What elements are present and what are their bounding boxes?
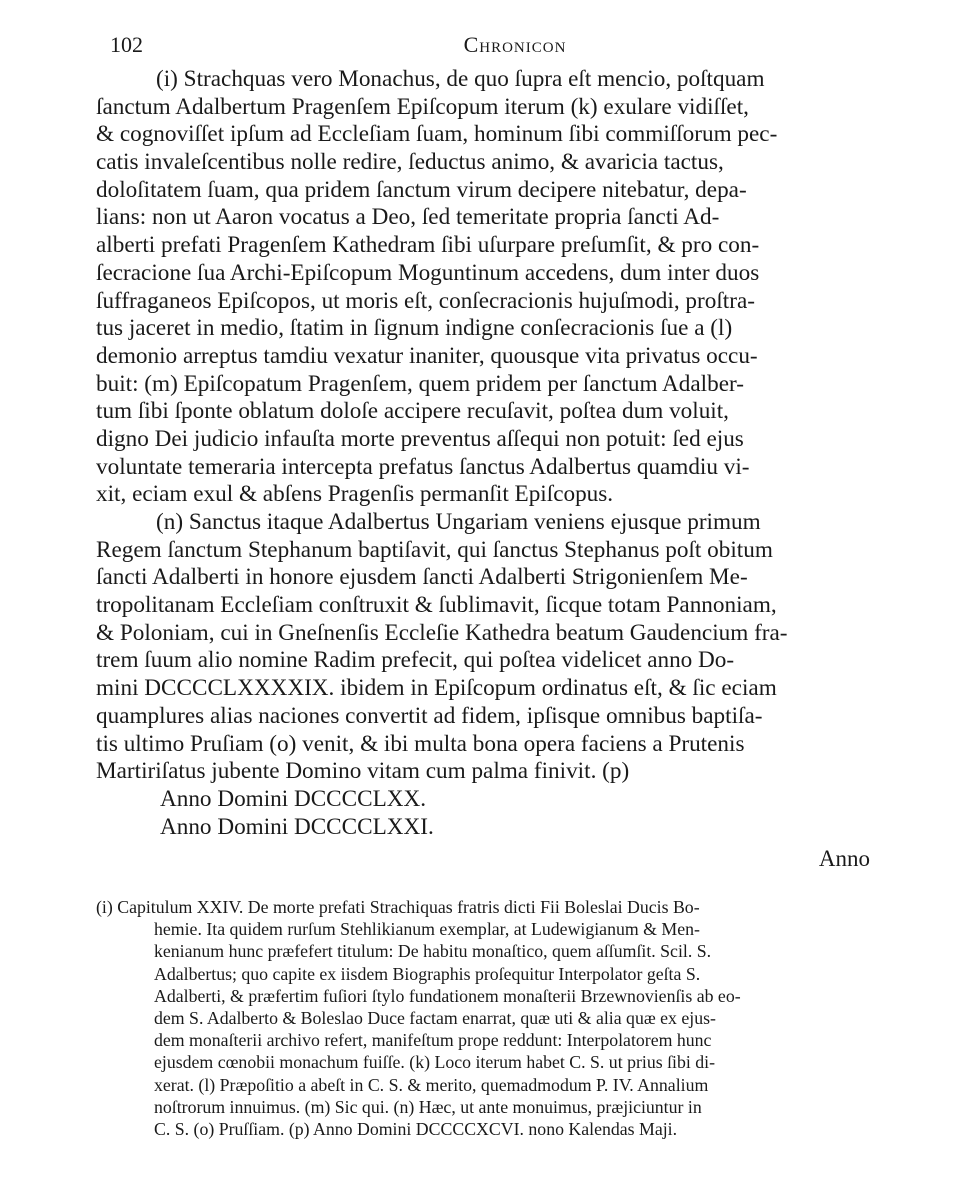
text-line: Anno Domini DCCCCLXX. bbox=[160, 785, 427, 812]
main-text-block bbox=[96, 66, 936, 841]
text-line: tis ultimo Pruſiam (o) venit, & ibi multa bona opera faciens a Prutenis bbox=[96, 730, 745, 757]
text-line: digno Dei judicio infauſta morte preventus aſſequi non potuit: ſed ejus bbox=[96, 425, 744, 452]
text-line: ſancti Adalberti in honore ejusdem ſancti Adalberti Strigonienſem Me- bbox=[96, 564, 748, 591]
text-line: voluntate temeraria intercepta prefatus ſanctus Adalbertus quamdiu vi- bbox=[96, 453, 750, 480]
footnote-line: (i) Capitulum XXIV. De morte prefati Strachiquas fratris dicti Fii Boleslai Ducis Bo- bbox=[96, 897, 700, 917]
footnote-line: dem S. Adalberto & Boleslao Duce factam enarrat, quæ uti & alia quæ ex ejus- bbox=[154, 1007, 716, 1028]
running-title: Chronicon bbox=[463, 32, 567, 57]
text-line: Regem ſanctum Stephanum baptiſavit, qui ſanctus Stephanus poſt obitum bbox=[96, 536, 773, 563]
text-line: alberti prefati Pragenſem Kathedram ſibi uſurpare preſumſit, & pro con- bbox=[96, 232, 760, 259]
footnote-line: Adalberti, & præfertim fuſiori ſtylo fundationem monaſterii Brzewnovienſis ab eo- bbox=[154, 985, 741, 1006]
text-line: (i) Strachquas vero Monachus, de quo ſupra eſt mencio, poſtquam bbox=[156, 66, 765, 92]
text-line: xit, eciam exul & abſens Pragenſis permanſit Epiſcopus. bbox=[96, 481, 614, 508]
text-line: ſanctum Adalbertum Pragenſem Epiſcopum iterum (k) exulare vidiſſet, bbox=[96, 93, 749, 120]
text-line: (n) Sanctus itaque Adalbertus Ungariam veniens ejusque primum bbox=[156, 509, 761, 535]
text-line: & cognoviſſet ipſum ad Eccleſiam ſuam, hominum ſibi commiſſorum pec- bbox=[96, 121, 778, 148]
text-line: catis invaleſcentibus nolle redire, ſeductus animo, & avaricia tactus, bbox=[96, 149, 724, 176]
text-line: tus jaceret in medio, ſtatim in ſignum indigne conſecracionis ſue a (l) bbox=[96, 315, 733, 342]
text-line: quamplures alias naciones convertit ad fidem, ipſisque omnibus baptiſa- bbox=[96, 702, 763, 729]
footnote-line: ejusdem cœnobii monachum fuiſſe. (k) Loco iterum habet C. S. ut prius ſibi di- bbox=[154, 1052, 715, 1073]
text-line: buit: (m) Epiſcopatum Pragenſem, quem pridem per ſanctum Adalber- bbox=[96, 370, 744, 397]
text-line: Martiriſatus jubente Domino vitam cum palma finivit. (p) bbox=[96, 758, 630, 785]
footnote-line: xerat. (l) Præpoſitio a abeſt in C. S. & merito, quemadmodum P. IV. Annalium bbox=[154, 1074, 709, 1095]
text-line: ſuffraganeos Epiſcopos, ut moris eſt, conſecracionis hujuſmodi, proſtra- bbox=[96, 287, 755, 314]
footnote-line: noſtrorum innuimus. (m) Sic qui. (n) Hæc, ut ante monuimus, præjiciuntur in bbox=[154, 1096, 702, 1117]
text-line: ſecracione ſua Archi-Epiſcopum Moguntinum accedens, dum inter duos bbox=[96, 259, 760, 286]
footnote-line: Adalbertus; quo capite ex iisdem Biographis proſequitur Interpolator geſta S. bbox=[154, 963, 701, 984]
footnotes-block bbox=[96, 896, 936, 1140]
text-line: tropolitanam Eccleſiam conſtruxit & ſublimavit, ſicque totam Pannoniam, bbox=[96, 592, 777, 619]
text-line: tum ſibi ſponte oblatum doloſe accipere recuſavit, poſtea dum voluit, bbox=[96, 398, 729, 425]
footnote-line: C. S. (o) Pruſſiam. (p) Anno Domini DCCCCXCVI. nono Kalendas Maji. bbox=[154, 1118, 678, 1139]
text-line: doloſitatem ſuam, qua pridem ſanctum virum decipere nitebatur, depa- bbox=[96, 176, 747, 203]
footnote-line: dem monaſterii archivo refert, manifeſtum prope reddunt: Interpolatorem hunc bbox=[154, 1030, 712, 1051]
text-line: & Poloniam, cui in Gneſnenſis Eccleſie Kathedra beatum Gaudencium fra- bbox=[96, 619, 788, 646]
text-line: demonio arreptus tamdiu vexatur inaniter, quousque vita privatus occu- bbox=[96, 342, 758, 369]
page-header bbox=[110, 32, 920, 62]
text-line: lians: non ut Aaron vocatus a Deo, ſed temeritate propria ſancti Ad- bbox=[96, 204, 720, 231]
text-line: trem ſuum alio nomine Radim prefecit, qui poſtea videlicet anno Do- bbox=[96, 647, 735, 674]
footnote-line: kenianum hunc præfefert titulum: De habitu monaſtico, quem aſſumſit. Scil. S. bbox=[154, 941, 712, 962]
text-line: mini DCCCCLXXXXIX. ibidem in Epiſcopum ordinatus eſt, & ſic eciam bbox=[96, 675, 777, 702]
catchword: Anno bbox=[818, 846, 870, 871]
footnote-line: hemie. Ita quidem rurſum Stehlikianum exemplar, at Ludewigianum & Men- bbox=[154, 919, 700, 940]
text-line: Anno Domini DCCCCLXXI. bbox=[160, 813, 434, 840]
page-number: 102 bbox=[110, 32, 143, 57]
